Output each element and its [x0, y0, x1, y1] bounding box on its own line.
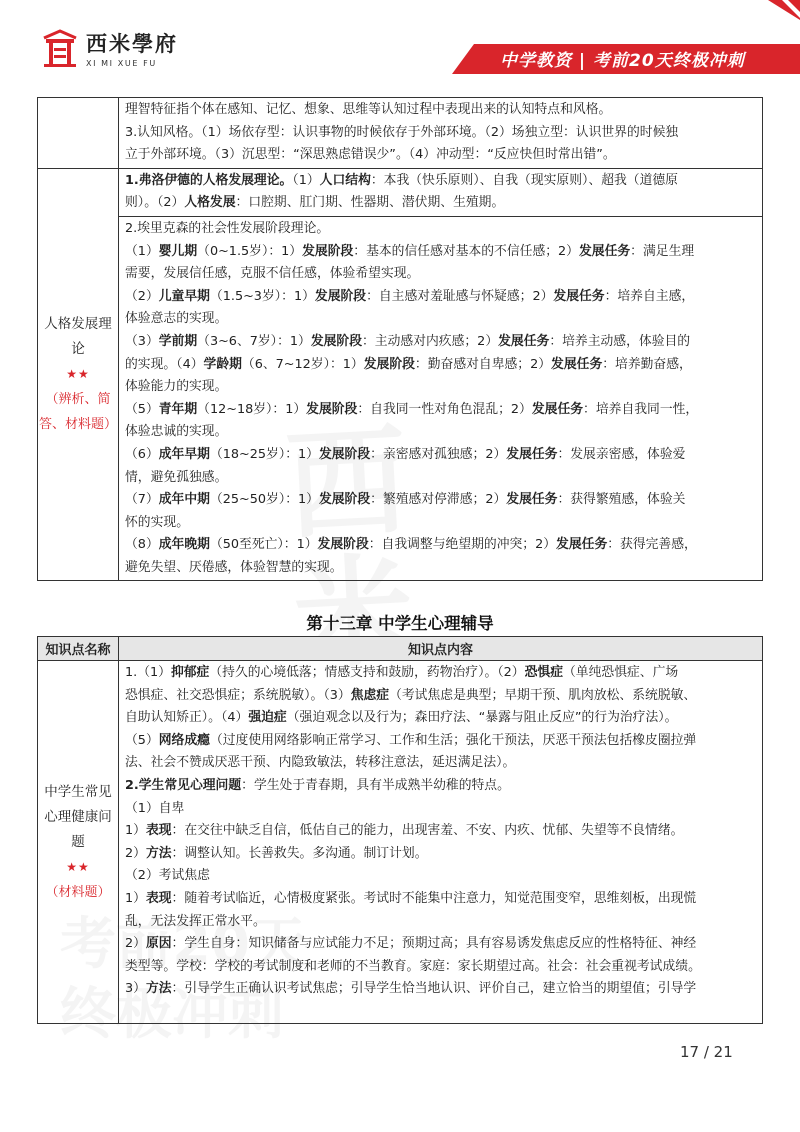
content-line: 则）。（2）人格发展：口腔期、肛门期、性器期、潜伏期、生殖期。: [125, 195, 505, 211]
content-line: 乱，无法发挥正常水平。: [125, 913, 266, 929]
content-line: 情，避免孤独感。: [125, 469, 228, 485]
logo-name: 西米學府: [86, 32, 178, 56]
content-line: 体验意志的实现。: [125, 311, 228, 327]
content-line: 恐惧症、社交恐惧症；系统脱敏）。（3）焦虑症（考试焦虑是典型；早期干预、肌肉放松、系统脱敏、: [125, 687, 697, 703]
counseling-table: [37, 636, 763, 1024]
content-line: 法、社会不赞成厌恶干预、内隐致敏法，转移注意法，延迟满足法）。: [125, 755, 516, 771]
content-line: 2.学生常见心理问题：学生处于青春期，具有半成熟半幼稚的特点。: [125, 777, 510, 793]
table-row: [38, 216, 763, 581]
question-type-tag: （辨析、简: [45, 392, 111, 408]
cognitive-style-cell: [119, 98, 763, 169]
gate-logo-icon: [40, 28, 80, 68]
content-line: （6）成年早期（18~25岁）：1）发展阶段：亲密感对孤独感；2）发展任务：发展亲密感，体验爱: [125, 446, 686, 462]
question-type-tag: 答、材料题）: [38, 417, 117, 433]
topic-name-line: 题: [71, 833, 85, 850]
question-type-tag: （材料题）: [45, 884, 111, 900]
content-line: （8）成年晚期（50至死亡）：1）发展阶段：自我调整与绝望期的冲突；2）发展任务：获得完善感，: [125, 537, 697, 553]
topic-name-line: 论: [71, 341, 85, 358]
content-line: 1.（1）抑郁症（持久的心境低落；情感支持和鼓励，药物治疗）。（2）恐惧症（单纯恐惧症、广场: [125, 665, 679, 680]
content-line: 3.认知风格。（1）场依存型：认识事物的时候依存于外部环境。（2）场独立型：认识世界的时候独: [125, 124, 679, 140]
content-line: 立于外部环境。（3）沉思型：“深思熟虑错误少”。（4）冲动型：“反应快但时常出错”。: [125, 147, 616, 163]
page-number: 17 / 21: [680, 1043, 733, 1061]
content-line: 理智特征指个体在感知、记忆、想象、思维等认知过程中表现出来的认知特点和风格。: [125, 102, 612, 117]
topic-name-cell: [38, 661, 119, 1024]
table-row: [38, 98, 763, 169]
content-line: （3）学前期（3~6、7岁）：1）发展阶段：主动感对内疚感；2）发展任务：培养主动感，体验目的: [125, 333, 691, 349]
column-header: 知识点内容: [119, 637, 763, 661]
content-line: 2）原因：学生自身：知识储备与应试能力不足；预期过高；具有容易诱发焦虑反应的性格特征、神经: [125, 936, 697, 952]
topic-name-line: 中学生常见: [44, 783, 112, 800]
topic-name-line: 人格发展理: [44, 316, 112, 333]
column-header: 知识点名称: [38, 637, 119, 661]
content-line: 的实现。（4）学龄期（6、7~12岁）：1）发展阶段：勤奋感对自卑感；2）发展任务：培养勤奋感，: [125, 356, 692, 372]
table-row: [38, 661, 763, 1024]
content-line: （1）婴儿期（0~1.5岁）：1）发展阶段：基本的信任感对基本的不信任感；2）发展任务：满足生理: [125, 243, 695, 259]
banner-text: 中学教资 | 考前20天终极冲刺: [500, 51, 745, 71]
content-line: 避免失望、厌倦感，体验智慧的实现。: [125, 559, 343, 575]
logo: [40, 28, 178, 68]
content-line: 体验忠诚的实现。: [125, 424, 228, 440]
chapter-title: 第十三章 中学生心理辅导: [306, 614, 494, 633]
content-line: （1）自卑: [125, 800, 185, 816]
freud-cell: [119, 168, 763, 216]
table-header-row: [38, 637, 763, 661]
content-line: （2）儿童早期（1.5~3岁）：1）发展阶段：自主感对羞耻感与怀疑感；2）发展任务：培养自主感，: [125, 288, 695, 304]
empty-name-cell: [38, 98, 119, 169]
importance-stars: ★★: [66, 367, 90, 382]
mental-health-cell: [119, 661, 763, 1024]
content-line: 需要，发展信任感，克服不信任感，体验希望实现。: [125, 266, 420, 282]
content-line: （5）青年期（12~18岁）：1）发展阶段：自我同一性对角色混乱；2）发展任务：培养自我同一性，: [125, 401, 699, 417]
content-line: 2.埃里克森的社会性发展阶段理论。: [125, 220, 330, 236]
importance-stars: ★★: [66, 859, 90, 874]
content-line: 3）方法：引导学生正确认识考试焦虑；引导学生恰当地认识、评价自己，建立恰当的期望值；引导学: [125, 981, 697, 997]
topic-name-line: 心理健康问: [44, 808, 112, 825]
content-line: 自助认知矫正）。（4）强迫症（强迫观念以及行为；森田疗法、“暴露与阻止反应”的行为治疗法）。: [125, 710, 678, 726]
corner-stripes-icon: [748, 0, 800, 46]
personality-table: [37, 97, 763, 581]
content-line: 1.弗洛伊德的人格发展理论。（1）人口结构：本我（快乐原则）、自我（现实原则）、超我（道德原: [125, 172, 678, 188]
topic-name-cell: [38, 168, 119, 581]
content-line: 1）表现：在交往中缺乏自信，低估自己的能力，出现害羞、不安、内疚、忧郁、失望等不良情绪。: [125, 823, 684, 839]
content-line: 1）表现：随着考试临近，心情极度紧张。考试时不能集中注意力，知觉范围变窄，思维刻板，出现慌: [125, 890, 697, 906]
content-line: 体验能力的实现。: [125, 379, 228, 395]
content-line: 类型等。学校：学校的考试制度和老师的不当教育。家庭：家长期望过高。社会：社会重视考试成绩。: [125, 958, 701, 974]
content-line: （7）成年中期（25~50岁）：1）发展阶段：繁殖感对停滞感；2）发展任务：获得繁殖感，体验关: [125, 492, 686, 508]
bold-text: 1.弗洛伊德的人格发展理论。: [125, 172, 293, 188]
content-line: 怀的实现。: [125, 514, 189, 530]
table-row: [38, 168, 763, 216]
content-line: （2）考试焦虑: [125, 868, 210, 884]
logo-subtitle: XI MI XUE FU: [86, 59, 157, 68]
erikson-cell: [119, 216, 763, 581]
content-line: 2）方法：调整认知。长善救失。多沟通。制订计划。: [125, 845, 428, 861]
content-line: （5）网络成瘾（过度使用网络影响正常学习、工作和生活；强化干预法，厌恶干预法包括橡皮圈拉弹: [125, 732, 697, 748]
page-header: [0, 0, 800, 92]
